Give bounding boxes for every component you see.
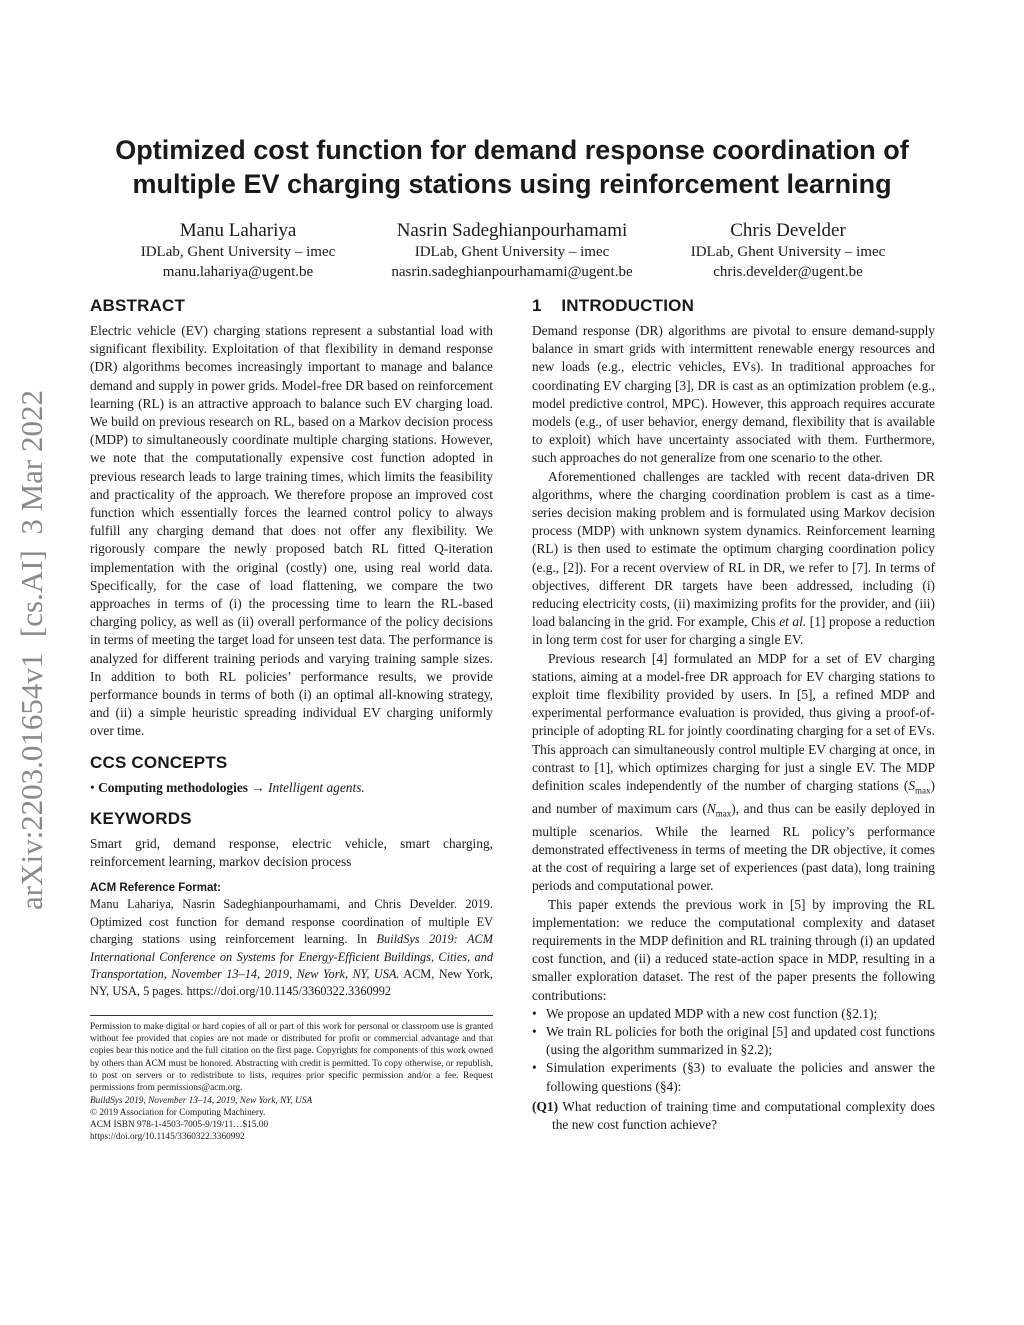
left-column — [90, 296, 493, 1144]
conference-line — [90, 1095, 493, 1107]
arxiv-identifier — [12, 365, 52, 935]
ccs-heading: CCS CONCEPTS — [90, 752, 228, 772]
list-item — [532, 1059, 935, 1095]
symbol-s: S — [908, 778, 916, 794]
intro-paragraph-2 — [532, 468, 935, 650]
paper-title — [60, 133, 964, 201]
arxiv-id-text: arXiv:2203.01654v1 [cs.AI] 3 Mar 2022 — [14, 389, 49, 911]
author-email: manu.lahariya@ugent.be — [162, 264, 314, 280]
author-3 — [652, 220, 924, 282]
author-1 — [100, 220, 376, 282]
keywords-heading: KEYWORDS — [90, 808, 192, 828]
list-item — [532, 1023, 935, 1059]
author-affiliation: IDLab, Ghent University – imec — [414, 244, 610, 260]
introduction-heading: 1 INTRODUCTION — [532, 296, 695, 315]
title-line-1: Optimized cost function for demand response coordination of — [115, 135, 909, 165]
author-2 — [372, 220, 652, 282]
intro-p3-text-a: Previous research [4] formulated an MDP for a set of EV charging stations, aiming at a model-free DR approach for EV charging stations to exploit time flexibility provided by users. In [5], a refined MDP and experimental performance evaluation is provided, thus giving a proof-of-principle of adopting RL for jointly coordinating charging for a set of EVs. This approach can simultaneously control multiple EV charging at once, in contrast to [1], which optimizes charging for just a single EV. The MDP definition scales independently of the number of charging stations ( — [532, 650, 935, 794]
copyright-line: © 2019 Association for Computing Machinery. — [90, 1107, 266, 1118]
title-line-2: multiple EV charging stations using reinforcement learning — [132, 169, 892, 199]
permission-text: Permission to make digital or hard copies of all or part of this work for personal or classroom use is granted without fee provided that copies are not made or distributed for profit or commercial advantage and that copies bear this notice and the full citation on the first page. Copyrights for components of this work owned by others than ACM must be honored. Abstracting with credit is permitted. To copy otherwise, or republish, to post on servers or to redistribute to lists, requires prior specific permission and/or a fee. Request permissions from permissions@acm.org. — [90, 1021, 493, 1094]
intro-paragraph-1: Demand response (DR) algorithms are pivotal to ensure demand-supply balance in smart grids with intermittent renewable energy resources and new loads (e.g., electric vehicles, EVs). In traditional approaches for coordinating EV charging [3], DR is cast as an optimization problem (e.g., model predictive control, MPC). However, this approach requires accurate models (e.g., of user behavior, energy demand, flexibility that is available to exploit) which have uncertainty associated with them. Furthermore, such approaches do not generalize from one scenario to the other. — [532, 323, 935, 466]
ccs-arrow: → — [251, 779, 265, 795]
acm-ref-venue: BuildSys 2019: ACM International Conference on Systems for Energy-Efficient Buildings, Cities, and Transportation, November 13–14, 2019, New York, NY, USA. — [90, 932, 493, 981]
list-item — [532, 1005, 935, 1023]
author-block — [0, 220, 1024, 284]
bullet-glyph: • — [532, 1060, 537, 1076]
abstract-text: Electric vehicle (EV) charging stations represent a substantial load with significant flexibility. Exploitation of that flexibility in demand response (DR) algorithms becomes increasingly important to manage and balance demand and supply in power grids. Model-free DR based on reinforcement learning (RL) is an attractive approach to balance such EV charging load. We build on previous research on RL, based on a Markov decision process (MDP) to simultaneously coordinate multiple charging stations. However, we note that the computationally expensive cost function adopted in previous research leads to large training times, which limits the feasibility and practicality of the approach. We therefore propose an improved cost function which essentially forces the learned control policy to always fulfill any charging demand that does not offer any flexibility. We rigorously compare the newly proposed batch RL fitted Q-iteration implementation with the original (costly) one, using real world data. Specifically, for the case of load flattening, we compare the two approaches in terms of (i) the processing time to learn the RL-based charging policy, as well as (ii) overall performance of the policy decisions in terms of meeting the target load for unseen test data. The performance is analyzed for different training periods and varying training sample sizes. In addition to both RL policies’ performance results, we provide performance bounds in terms of both (i) an optimal all-knowing strategy, and (ii) a simple heuristic spreading individual EV charging uniformly over time. — [90, 323, 493, 739]
intro-p2-etal: et al. — [779, 614, 807, 630]
right-column — [532, 296, 935, 1134]
question-q1 — [532, 1098, 935, 1134]
intro-paragraph-3 — [532, 650, 935, 896]
abstract-heading: ABSTRACT — [90, 296, 186, 315]
doi-line: https://doi.org/10.1145/3360322.3360992 — [90, 1132, 245, 1143]
author-email: nasrin.sadeghianpourhamami@ugent.be — [391, 264, 633, 280]
symbol-n: N — [706, 800, 716, 816]
author-affiliation: IDLab, Ghent University – imec — [140, 244, 336, 260]
symbol-s-sub: max — [915, 785, 931, 796]
intro-p2-text-b: [1] propose a reduction in long term cost for user for charging a single EV. — [532, 614, 935, 648]
intro-p3-text-c: ), and thus can be easily deployed in multiple scenarios. While the learned RL policy’s performance demonstrated effectiveness in terms of meeting the DR objective, it comes at the cost of requiring a large set of experiences (past data), long training periods and computational power. — [532, 800, 935, 894]
isbn-line: ACM ISBN 978-1-4503-7005-9/19/11…$15.00 — [90, 1120, 269, 1131]
bullet-glyph: • — [532, 1024, 537, 1040]
list-item-text: We train RL policies for both the original [5] and updated cost functions (using the algorithm summarized in §2.2); — [546, 1024, 935, 1058]
ccs-subconcept: Intelligent agents. — [268, 779, 365, 795]
acm-ref-authors: Manu Lahariya, Nasrin Sadeghianpourhamami, and Chris Develder. 2019. Optimized cost function for demand response coordination of multiple EV charging stations using reinforcement learning. In — [90, 897, 493, 947]
list-item-text: Simulation experiments (§3) to evaluate the policies and answer the following questions (§4): — [546, 1060, 935, 1094]
ccs-bullet: • — [90, 779, 95, 795]
acm-reference — [90, 896, 493, 1000]
author-name: Manu Lahariya — [179, 220, 297, 241]
ccs-concepts — [90, 779, 493, 797]
q1-text: What reduction of training time and computational complexity does the new cost function achieve? — [552, 1098, 935, 1133]
contributions-list — [532, 1005, 935, 1096]
permission-block — [90, 1015, 493, 1144]
acm-reference-heading: ACM Reference Format: — [90, 882, 221, 895]
intro-p2-text-a: Aforementioned challenges are tackled with recent data-driven DR algorithms, where the charging coordination problem is cast as a time-series decision making problem and is formulated using Markov decision process (MDP) with unknown system dynamics. Reinforcement learning (RL) is then used to estimate the optimum charging coordination policy (e.g., [2]). For a recent overview of RL in DR, we refer to [7]. In terms of objectives, different DR targets have been addressed, including (i) reducing electricity costs, (ii) maximizing profits for the provider, and (iii) load balancing in the grid. For example, Chis — [532, 468, 935, 630]
ccs-concept: Computing methodologies — [98, 779, 248, 795]
intro-p3-text-b: ) and number of maximum cars ( — [532, 778, 935, 816]
acm-ref-tail: ACM, New York, NY, USA, 5 pages. https://doi.org/10.1145/3360322.3360992 — [90, 966, 494, 999]
author-name: Chris Develder — [730, 220, 846, 241]
list-item-text: We propose an updated MDP with a new cost function (§2.1); — [546, 1005, 878, 1021]
author-name: Nasrin Sadeghianpourhamami — [396, 220, 628, 241]
keywords-text: Smart grid, demand response, electric vehicle, smart charging, reinforcement learning, markov decision process — [90, 835, 493, 870]
q1-label: (Q1) — [532, 1098, 559, 1114]
author-affiliation: IDLab, Ghent University – imec — [690, 244, 886, 260]
bullet-glyph: • — [532, 1005, 537, 1021]
author-email: chris.develder@ugent.be — [713, 264, 863, 280]
conference-name: BuildSys 2019, November 13–14, 2019, New York, NY, USA — [90, 1095, 313, 1106]
intro-paragraph-4: This paper extends the previous work in [5] by improving the RL implementation: we reduce the computational complexity and dataset requirements in the MDP definition and RL training through (i) an updated cost function, and (ii) a reduced state-action space in MDP, resulting in a smaller exploration dataset. The rest of the paper presents the following contributions: — [532, 896, 935, 1003]
symbol-n-sub: max — [715, 808, 732, 819]
